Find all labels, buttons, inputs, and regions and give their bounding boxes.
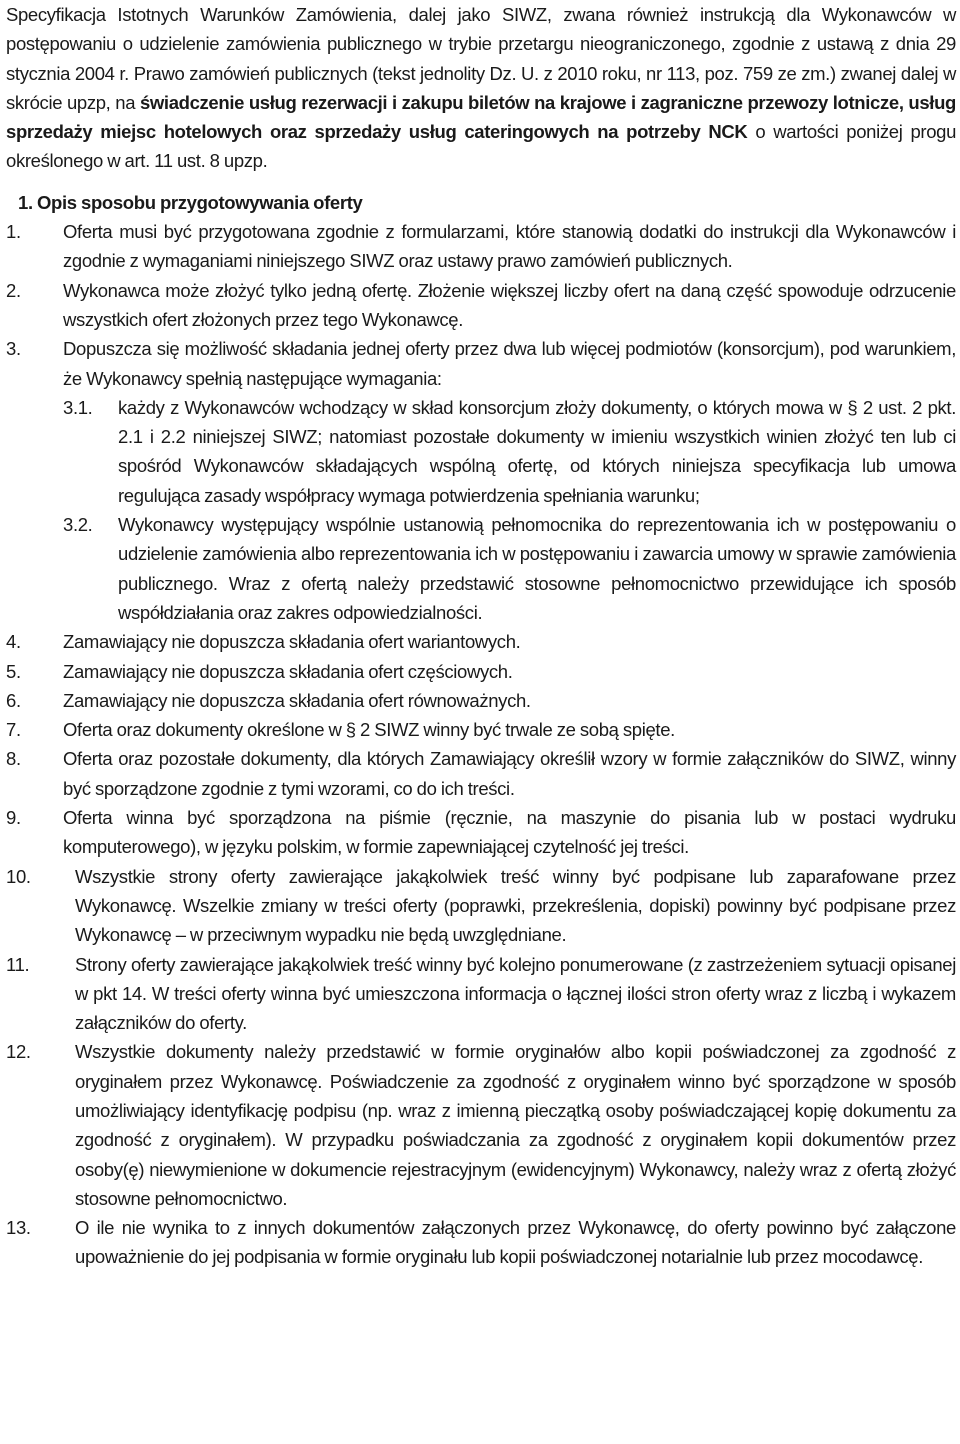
- item-number: 3.1.: [63, 396, 93, 418]
- list-item-3-2: [63, 510, 956, 627]
- item-number: 5.: [6, 660, 21, 682]
- item-number: 7.: [6, 719, 21, 741]
- item-number: 1.: [6, 221, 21, 243]
- list-item-11: [6, 950, 956, 1038]
- list-item-9: [6, 803, 956, 862]
- list-item-4: [6, 627, 956, 656]
- item-text: Oferta oraz dokumenty określone w § 2 SIWZ winny być trwale ze sobą spięte.: [63, 719, 675, 741]
- item-text: Zamawiający nie dopuszcza składania ofert równoważnych.: [63, 689, 531, 711]
- list-item-13: [6, 1213, 956, 1272]
- item-number: 11.: [6, 953, 30, 975]
- section-heading: 1. Opis sposobu przygotowywania oferty: [18, 191, 363, 213]
- item-text: Dopuszcza się możliwość składania jednej oferty przez dwa lub więcej podmiotów (konsorcjum), pod warunkiem, że Wykonawcy spełnią następujące wymagania:: [63, 338, 956, 389]
- list-item-6: [6, 686, 956, 715]
- item-text: Zamawiający nie dopuszcza składania ofert częściowych.: [63, 660, 513, 682]
- item-number: 2.: [6, 279, 21, 301]
- item-text: Oferta musi być przygotowana zgodnie z formularzami, które stanowią dodatki do instrukcji dla Wykonawców i zgodnie z wymaganiami niniejszego SIWZ oraz ustawy prawo zamówień publicznych.: [63, 221, 956, 272]
- list-item-3: [6, 334, 956, 393]
- intro-text-end: o wartości poniżej progu określonego w art. 11 ust. 8 upzp.: [6, 121, 957, 172]
- item-text: Wszystkie strony oferty zawierające jakąkolwiek treść winny być podpisane lub zaparafowane przez Wykonawcę. Wszelkie zmiany w treści oferty (poprawki, przekreślenia, dopiski) powinny być podpisane przez Wykonawcę – w przeciwnym wypadku nie będą uwzględniane.: [75, 865, 956, 946]
- intro-text-start: Specyfikacja Istotnych Warunków Zamówienia, dalej jako SIWZ, zwana również instrukcją dla Wykonawców w postępowaniu o udzielenie zamówienia publicznego w trybie przetargu nieograniczonego, zgodnie z ustawą z dnia 29 stycznia 2004 r. Prawo zamówień publicznych (tekst jednolity Dz. U. z 2010 roku, nr 113, poz. 759 ze zm.) zwanej dalej w skrócie upzp, na: [6, 4, 956, 113]
- item-text: Strony oferty zawierające jakąkolwiek treść winny być kolejno ponumerowane (z zastrzeżeniem sytuacji opisanej w pkt 14. W treści oferty winna być umieszczona informacja o łącznej ilości stron oferty wraz z liczbą i wykazem załączników do oferty.: [75, 953, 956, 1034]
- item-number: 13.: [6, 1217, 31, 1239]
- item-text: Zamawiający nie dopuszcza składania ofert wariantowych.: [63, 631, 521, 653]
- item-number: 3.2.: [63, 514, 93, 536]
- item-text: każdy z Wykonawców wchodzący w skład konsorcjum złoży dokumenty, o których mowa w § 2 ust. 2 pkt. 2.1 i 2.2 niniejszej SIWZ; natomiast pozostałe dokumenty w imieniu wszystkich winien złożyć ten lub ci spośród Wykonawców składających wspólną ofertę, od których niniejsza specyfikacja lub umowa regulująca zasady współpracy wymaga potwierdzenia spełniania warunku;: [118, 396, 956, 506]
- item-text: Oferta winna być sporządzona na piśmie (ręcznie, na maszynie do pisania lub w postaci wydruku komputerowego), w języku polskim, w formie zapewniającej czytelność jej treści.: [63, 807, 956, 858]
- list-item-3-1: [63, 393, 956, 510]
- item-number: 10.: [6, 865, 31, 887]
- item-number: 4.: [6, 631, 21, 653]
- list-item-10: [6, 862, 956, 950]
- item-text: Wykonawca może złożyć tylko jedną ofertę. Złożenie większej liczby ofert na daną część spowoduje odrzucenie wszystkich ofert złożonych przez tego Wykonawcę.: [63, 279, 956, 330]
- list-item-2: [6, 276, 956, 335]
- item-text: Wykonawcy występujący wspólnie ustanowią pełnomocnika do reprezentowania ich w postępowaniu o udzielenie zamówienia albo reprezentowania ich w postępowaniu i zawarcia umowy w sprawie zamówienia publicznego. Wraz z ofertą należy przedstawić stosowne pełnomocnictwo przewidujące ich sposób współdziałania oraz zakres odpowiedzialności.: [118, 514, 956, 623]
- item-number: 8.: [6, 748, 21, 770]
- item-number: 9.: [6, 807, 21, 829]
- list-item-7: [6, 715, 956, 744]
- item-number: 3.: [6, 338, 21, 360]
- item-text: Oferta oraz pozostałe dokumenty, dla których Zamawiający określił wzory w formie załączników do SIWZ, winny być sporządzone zgodnie z tymi wzorami, co do ich treści.: [63, 748, 956, 799]
- item-number: 6.: [6, 689, 21, 711]
- list-item-5: [6, 657, 956, 686]
- intro-paragraph: [6, 0, 956, 176]
- item-text: Wszystkie dokumenty należy przedstawić w formie oryginałów albo kopii poświadczonej za zgodność z oryginałem przez Wykonawcę. Poświadczenie za zgodność z oryginałem winno być sporządzone w sposób umożliwiający identyfikację podpisu (np. wraz z imienną pieczątką osoby poświadczającej kopię dokumentu za zgodność z oryginałem). W przypadku poświadczania za zgodność z oryginałem kopii dokumentów przez osoby(ę) niewymienione w dokumencie rejestracyjnym (ewidencyjnym) Wykonawcy, należy wraz z ofertą złożyć stosowne pełnomocnictwo.: [75, 1041, 956, 1209]
- item-number: 12.: [6, 1041, 31, 1063]
- intro-subject-bold: świadczenie usług rezerwacji i zakupu biletów na krajowe i zagraniczne przewozy lotnicze, usług sprzedaży miejsc hotelowych oraz sprzedaży usług cateringowych na potrzeby NCK: [6, 91, 956, 143]
- list-item-12: [6, 1037, 956, 1213]
- item-text: O ile nie wynika to z innych dokumentów załączonych przez Wykonawcę, do oferty powinno być załączone upoważnienie do jej podpisania w formie oryginału lub kopii poświadczonej notarialnie lub przez mocodawcę.: [75, 1217, 956, 1268]
- list-item-8: [6, 744, 956, 803]
- list-item-1: [6, 217, 956, 276]
- document-page: [6, 0, 956, 1272]
